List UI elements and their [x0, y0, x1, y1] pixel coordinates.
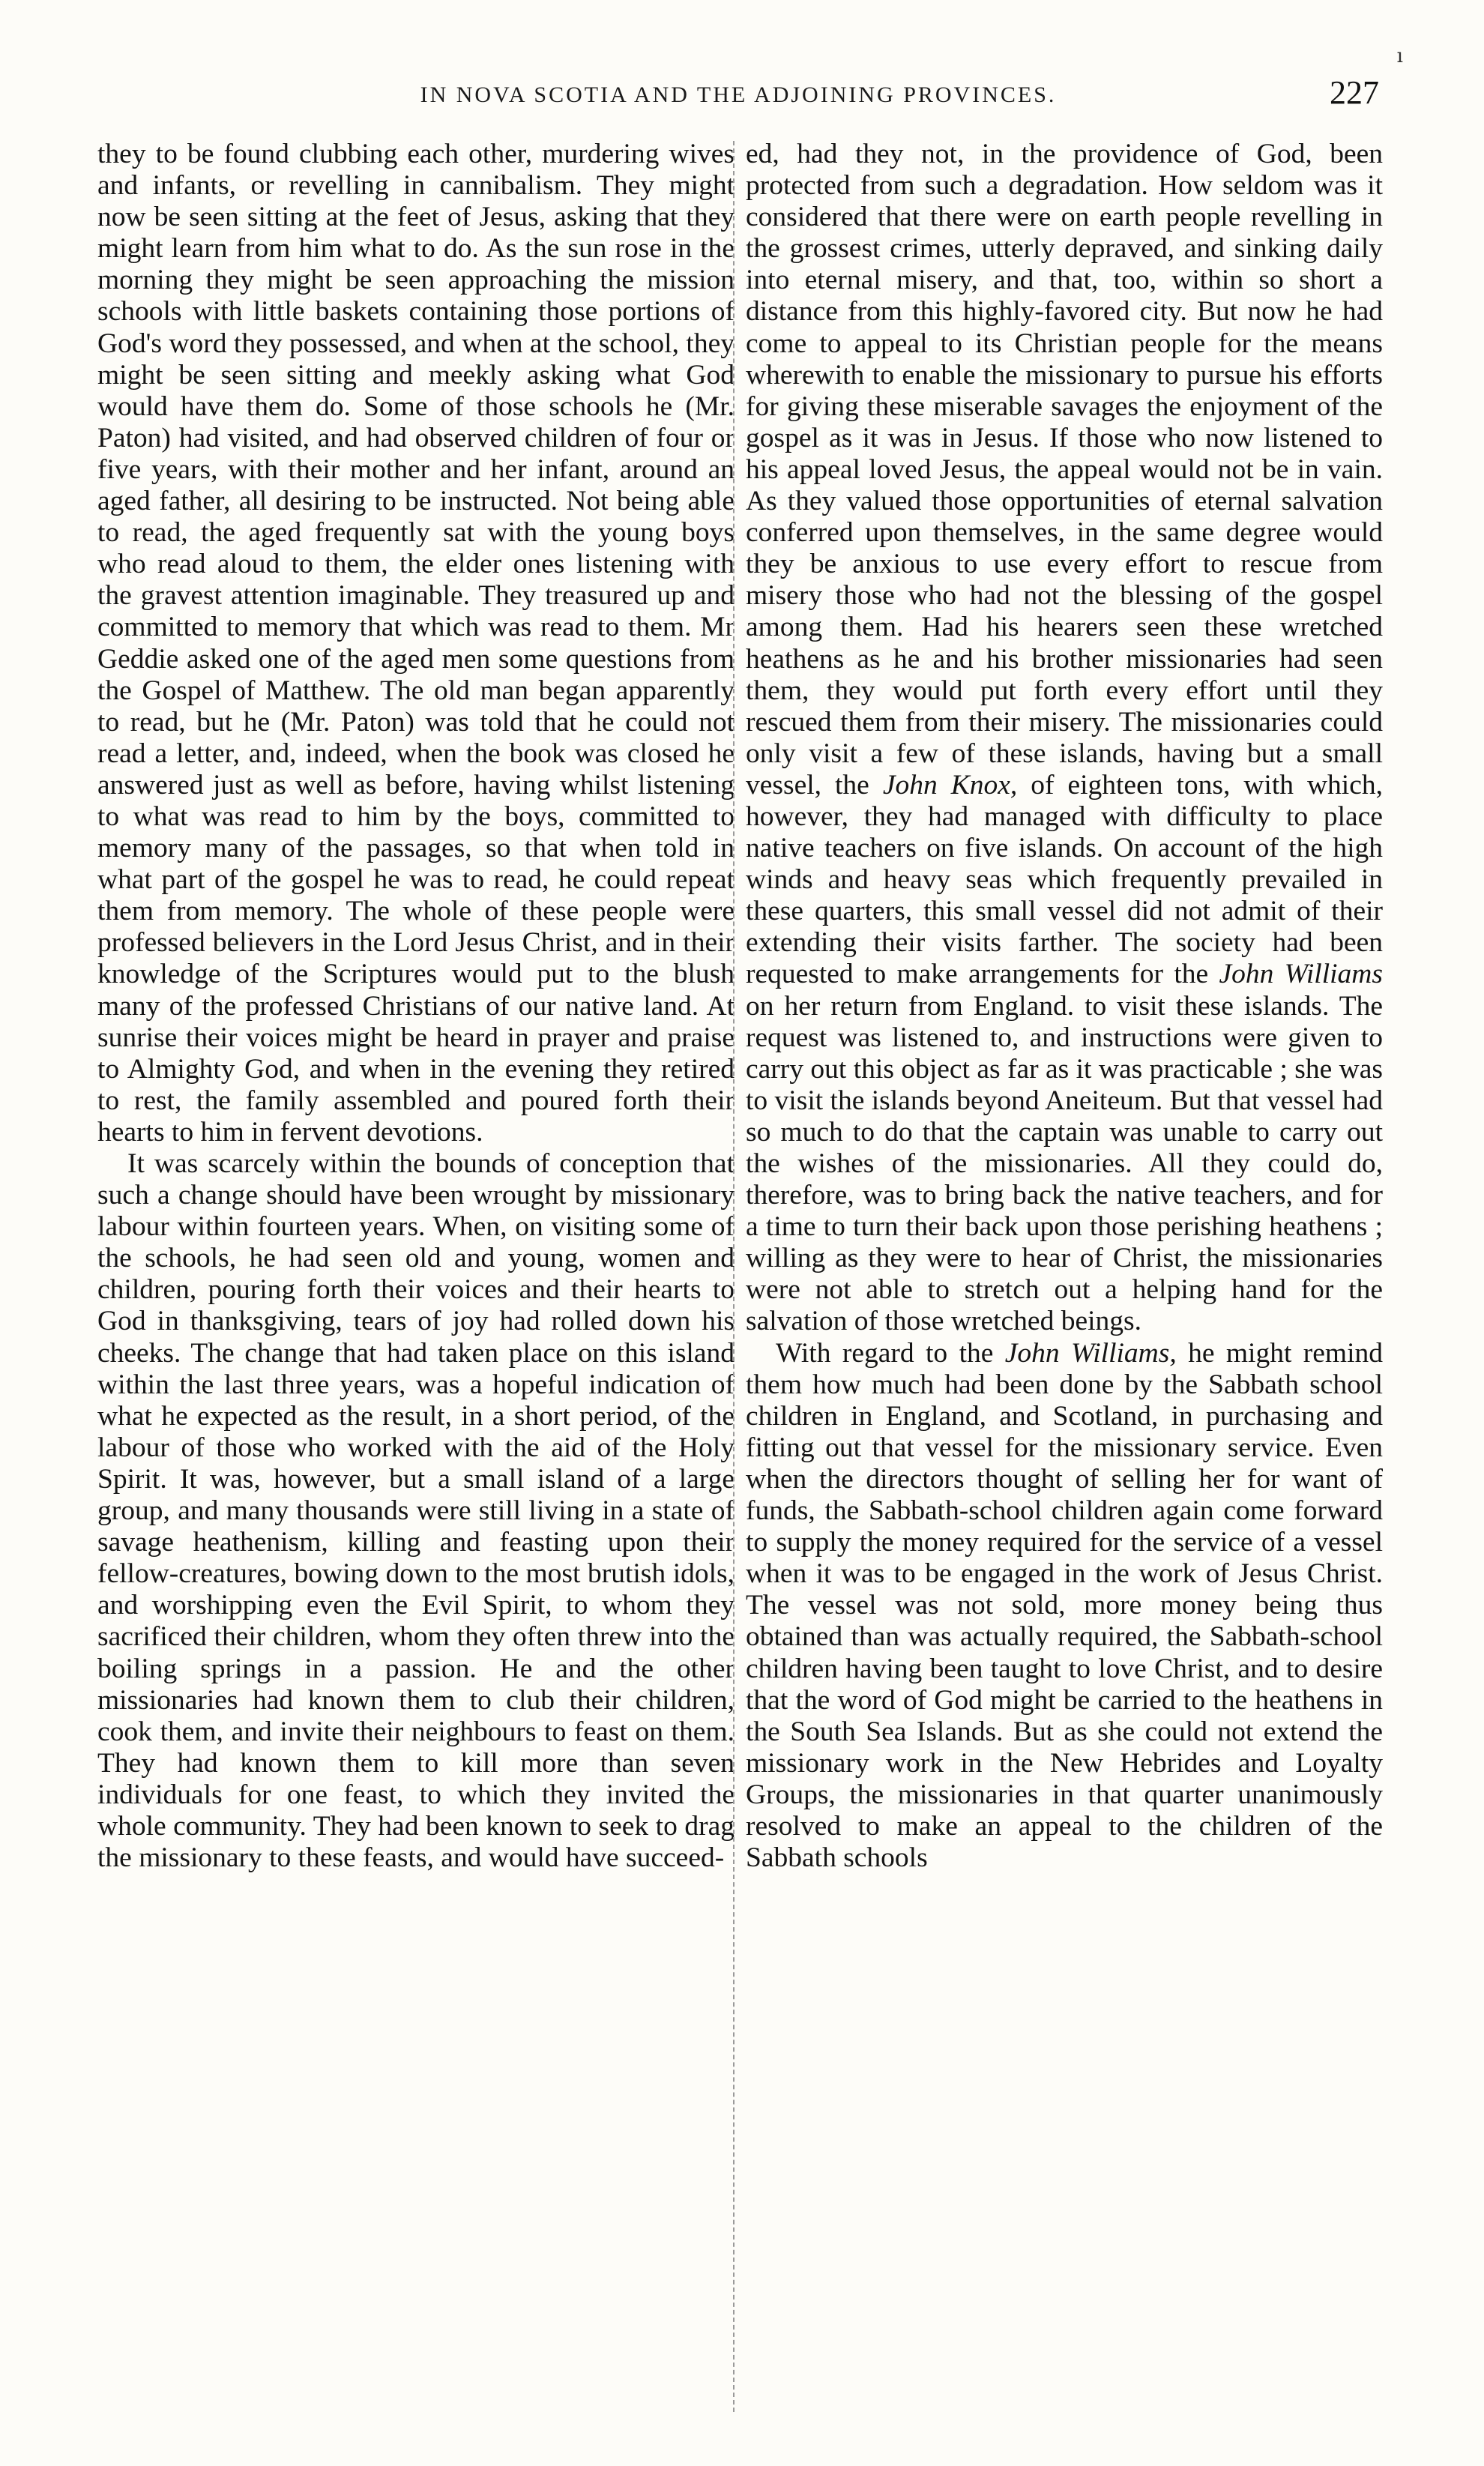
left-paragraph-1: they to be found clubbing each other, murdering wives and infants, or revelling in cannibalism. They might now be seen sitting at the feet of Jesus, asking that they might learn from him what to do. As the sun rose in the morning they might be seen approaching the mission schools with little baskets containing those portions of God's word they possessed, and when at the school, they might be seen sitting and meekly asking what God would have them do. Some of those schools he (Mr. Paton) had visited, and had observed children of four or five years, with their mother and her infant, around an aged father, all desiring to be instructed. Not being able to read, the aged frequently sat with the young boys who read aloud to them, the elder ones listening with the gravest attention imaginable. They treasured up and committed to memory that which was read to them. Mr Geddie asked one of the aged men some questions from the Gospel of Matthew. The old man began apparently to read, but he (Mr. Paton) was told that he could not read a letter, and, indeed, when the book was closed he answered just as well as before, having whilst listening to what was read to him by the boys, committed to memory many of the passages, so that when told in what part of the gospel he was to read, he could repeat them from memory. The whole of these people were professed believers in the Lord Jesus Christ, and in their knowledge of the Scriptures would put to the blush many of the professed Christians of our native land. At sunrise their voices might be heard in prayer and praise to Almighty God, and when in the evening they retired to rest, the family assembled and poured forth their hearts to him in fervent devotions. [97, 139, 735, 1148]
corner-mark: ı [1396, 45, 1403, 67]
right-paragraph-2-text-b: he might remind them how much had been done by the Sabbath school children in England, and Scotland, in purchasing and fitting out that vessel for the missionary service. Even when the directors thought of selling her for want of funds, the Sabbath-school children again come forward to supply the money required for the service of a vessel when it was to be engaged in the work of Jesus Christ. The vessel was not sold, more money being thus obtained than was actually required, the Sabbath-school children having been taught to love Christ, and to desire that the word of God might be carried to the heathens in the South Sea Islands. But as she could not extend the missionary work in the New Hebrides and Loyalty Groups, the missionaries in that quarter unanimously resolved to make an appeal to the children of the Sabbath schools [746, 1337, 1383, 1874]
right-paragraph-1-text-c: on her return from England. to visit these islands. The request was listened to, and instructions were given to carry out this object as far as it was practicable ; she was to visit the islands beyond Aneiteum. But that vessel had so much to do that the captain was unable to carry out the wishes of the missionaries. All they could do, therefore, was to bring back the native teachers, and for a time to turn their back upon those perishing heathens ; willing as they were to hear of Christ, the missionaries were not able to stretch out a helping hand for the salvation of those wretched beings. [746, 990, 1383, 1337]
ship-name-john-williams-2: John Williams, [1004, 1337, 1177, 1369]
right-paragraph-1-text-a: ed, had they not, in the providence of God, been protected from such a degradation. How seldom was it considered that there were on earth people revelling in the grossest crimes, utterly depraved, and sinking daily into eternal misery, and that, too, within so short a distance from this highly-favored city. But now he had come to appeal to its Christian people for the means wherewith to enable the missionary to pursue his efforts for giving these miserable savages the enjoyment of the gospel as it was in Jesus. If those who now listened to his appeal loved Jesus, the appeal would not be in vain. As they valued those opportunities of eternal salvation conferred upon themselves, in the same degree would they be anxious to use every effort to rescue from misery those who had not the blessing of the gospel among them. Had his hearers seen these wretched heathens as he and his brother missionaries had seen them, they would put forth every effort until they rescued them from their misery. The missionaries could only visit a few of these islands, having but a small vessel, the [746, 139, 1383, 801]
ship-name-john-williams: John Williams [1219, 959, 1383, 990]
ship-name-john-knox: John Knox, [882, 769, 1018, 801]
left-column [97, 139, 735, 2425]
running-head [97, 73, 1379, 118]
page-number: 227 [1330, 74, 1379, 111]
right-paragraph-2-text-a: With regard to the [776, 1337, 1005, 1369]
running-head-title: IN NOVA SCOTIA AND THE ADJOINING PROVINCES. [420, 82, 1057, 107]
right-paragraph-1-text-b: of eighteen tons, with which, however, they had managed with difficulty to place native teachers on five islands. On account of the high winds and heavy seas which frequently prevailed in these quarters, this small vessel did not admit of their extending their visits farther. The society had been requested to make arrangements for the [746, 769, 1383, 990]
left-paragraph-2: It was scarcely within the bounds of conception that such a change should have been wrought by missionary labour within fourteen years. When, on visiting some of the schools, he had seen old and young, women and children, pouring forth their voices and their hearts to God in thanksgiving, tears of joy had rolled down his cheeks. The change that had taken place on this island within the last three years, was a hopeful indication of what he expected as the result, in a short period, of the labour of those who worked with the aid of the Holy Spirit. It was, however, but a small island of a large group, and many thousands were still living in a state of savage heathenism, killing and feasting upon their fellow-creatures, bowing down to the most brutish idols, and worshipping even the Evil Spirit, to whom they sacrificed their children, whom they often threw into the boiling springs in a passion. He and the other missionaries had known them to club their children, cook them, and invite their neighbours to feast on them. They had known them to kill more than seven individuals for one feast, to which they invited the whole community. They had been known to seek to drag the missionary to these feasts, and would have succeed- [97, 1148, 735, 1874]
right-paragraph-2 [746, 1338, 1383, 1875]
right-column [746, 139, 1383, 2425]
right-paragraph-1 [746, 139, 1383, 1338]
column-divider [733, 141, 735, 2412]
